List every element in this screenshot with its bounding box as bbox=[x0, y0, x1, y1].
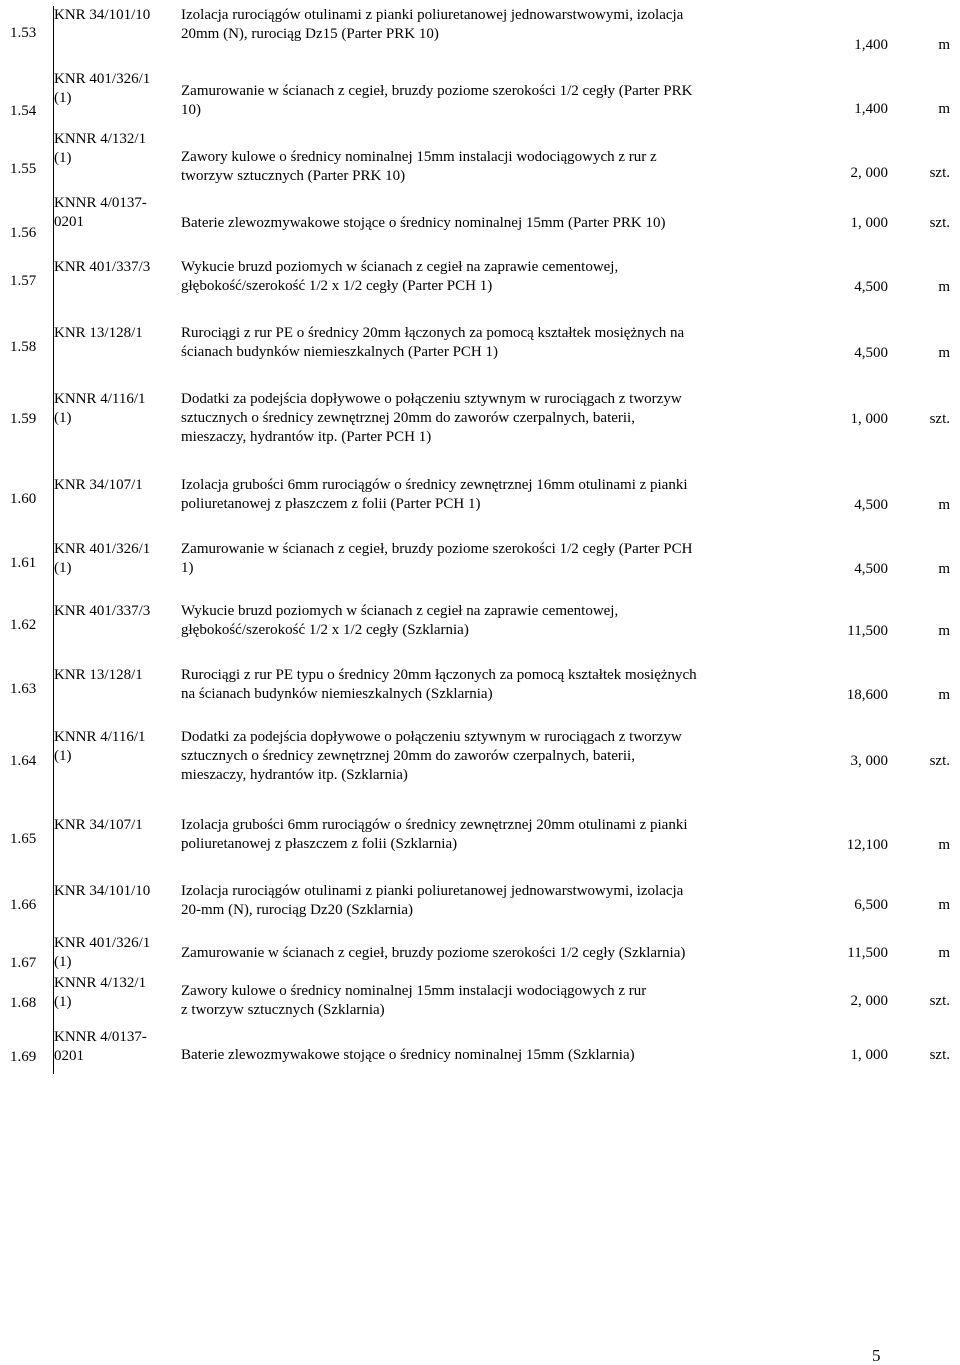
cost-estimate-table bbox=[4, 6, 952, 1074]
quantity: 4,500 bbox=[854, 279, 888, 295]
catalog-code-line: KNR 401/337/3 bbox=[54, 603, 151, 619]
unit: m bbox=[938, 837, 950, 853]
item-number-text: 1.58 bbox=[10, 339, 37, 355]
catalog-code bbox=[46, 728, 168, 816]
work-description-line: ścianach budynków niemieszkalnych (Parter PCH 1) bbox=[181, 344, 498, 360]
work-description bbox=[168, 882, 792, 934]
catalog-code-line: KNR 34/107/1 bbox=[54, 817, 143, 833]
quantity: 3, 000 bbox=[850, 753, 888, 769]
catalog-code bbox=[46, 974, 168, 1028]
table-row bbox=[4, 882, 952, 934]
work-description-line: 20mm (N), rurociąg Dz15 (Parter PRK 10) bbox=[181, 26, 439, 42]
work-description-line: Izolacja rurociągów otulinami z pianki poliuretanowej jednowarstwowymi, izolacja bbox=[181, 7, 684, 23]
work-description-line: Baterie zlewozmywakowe stojące o średnicy nominalnej 15mm (Szklarnia) bbox=[181, 1047, 635, 1063]
unit: m bbox=[938, 945, 950, 961]
table-row bbox=[4, 816, 952, 882]
quantity: 4,500 bbox=[854, 497, 888, 513]
catalog-code-line: KNR 401/326/1 bbox=[54, 541, 151, 557]
item-number-text: 1.56 bbox=[10, 225, 37, 241]
item-number-text: 1.62 bbox=[10, 617, 37, 633]
work-description-line: mieszaczy, hydrantów itp. (Parter PCH 1) bbox=[181, 429, 432, 445]
work-description-line: sztucznych o średnicy zewnętrznej 20mm do zaworów czerpalnych, baterii, bbox=[181, 410, 635, 426]
catalog-code-line: KNR 34/107/1 bbox=[54, 477, 143, 493]
catalog-code-line: KNR 34/101/10 bbox=[54, 7, 151, 23]
item-number bbox=[4, 974, 46, 1028]
work-description-line: Zawory kulowe o średnicy nominalnej 15mm instalacji wodociągowych z rur z bbox=[181, 149, 657, 165]
catalog-code-line: KNR 34/101/10 bbox=[54, 883, 151, 899]
work-description-line: Izolacja grubości 6mm rurociągów o średnicy zewnętrznej 16mm otulinami z pianki bbox=[181, 477, 688, 493]
catalog-code-line: KNR 13/128/1 bbox=[54, 325, 143, 341]
table-divider bbox=[53, 6, 54, 1074]
work-description-line: poliuretanowej z płaszczem z folii (Parter PCH 1) bbox=[181, 496, 481, 512]
work-description-line: głębokość/szerokość 1/2 x 1/2 cegły (Szklarnia) bbox=[181, 622, 469, 638]
catalog-code-line: KNR 401/326/1 bbox=[54, 71, 151, 87]
work-description-line: 20-mm (N), rurociąg Dz20 (Szklarnia) bbox=[181, 902, 414, 918]
item-number bbox=[4, 1028, 46, 1074]
work-description bbox=[168, 70, 792, 130]
work-description bbox=[168, 728, 792, 816]
catalog-code bbox=[46, 934, 168, 974]
catalog-code-line: KNR 401/326/1 bbox=[54, 935, 151, 951]
quantity: 1,400 bbox=[854, 101, 888, 117]
work-description bbox=[168, 130, 792, 194]
item-number-text: 1.64 bbox=[10, 753, 37, 769]
quantity: 6,500 bbox=[854, 897, 888, 913]
catalog-code-line: KNNR 4/116/1 bbox=[54, 391, 146, 407]
work-description-line: sztucznych o średnicy zewnętrznej 20mm do zaworów czerpalnych, baterii, bbox=[181, 748, 635, 764]
table-row bbox=[4, 476, 952, 540]
quantity: 2, 000 bbox=[850, 165, 888, 181]
catalog-code-line: (1) bbox=[54, 994, 72, 1010]
work-description-line: poliuretanowej z płaszczem z folii (Szklarnia) bbox=[181, 836, 458, 852]
table-row bbox=[4, 6, 952, 70]
item-number bbox=[4, 6, 46, 70]
unit: m bbox=[938, 279, 950, 295]
table-row bbox=[4, 540, 952, 602]
unit: m bbox=[938, 497, 950, 513]
work-description-line: Rurociągi z rur PE o średnicy 20mm łączonych za pomocą kształtek mosiężnych na bbox=[181, 325, 685, 341]
item-number bbox=[4, 130, 46, 194]
work-description-line: Zawory kulowe o średnicy nominalnej 15mm instalacji wodociągowych z rur bbox=[181, 983, 647, 999]
catalog-code-line: (1) bbox=[54, 150, 72, 166]
item-number-text: 1.68 bbox=[10, 995, 37, 1011]
work-description bbox=[168, 934, 792, 974]
work-description-line: Rurociągi z rur PE typu o średnicy 20mm łączonych za pomocą kształtek mosiężnych bbox=[181, 667, 697, 683]
table-row bbox=[4, 974, 952, 1028]
catalog-code bbox=[46, 258, 168, 324]
item-number bbox=[4, 476, 46, 540]
table-row bbox=[4, 1028, 952, 1074]
work-description-line: Baterie zlewozmywakowe stojące o średnicy nominalnej 15mm (Parter PRK 10) bbox=[181, 215, 666, 231]
catalog-code bbox=[46, 324, 168, 390]
catalog-code bbox=[46, 6, 168, 70]
page-number: 5 bbox=[872, 1346, 881, 1365]
unit: szt. bbox=[929, 753, 950, 769]
catalog-code bbox=[46, 816, 168, 882]
catalog-code bbox=[46, 476, 168, 540]
item-number-text: 1.67 bbox=[10, 955, 37, 971]
item-number-text: 1.60 bbox=[10, 491, 37, 507]
work-description-line: Wykucie bruzd poziomych w ścianach z cegieł na zaprawie cementowej, bbox=[181, 259, 619, 275]
work-description bbox=[168, 666, 792, 728]
work-description bbox=[168, 540, 792, 602]
work-description bbox=[168, 258, 792, 324]
table-row bbox=[4, 728, 952, 816]
table-row bbox=[4, 70, 952, 130]
work-description-line: Dodatki za podejścia dopływowe o połączeniu sztywnym w rurociągach z tworzyw bbox=[181, 729, 682, 745]
catalog-code bbox=[46, 130, 168, 194]
item-number-text: 1.63 bbox=[10, 681, 37, 697]
catalog-code bbox=[46, 70, 168, 130]
unit: szt. bbox=[929, 215, 950, 231]
work-description bbox=[168, 476, 792, 540]
work-description bbox=[168, 974, 792, 1028]
catalog-code bbox=[46, 194, 168, 258]
item-number-text: 1.66 bbox=[10, 897, 37, 913]
table-row bbox=[4, 666, 952, 728]
catalog-code bbox=[46, 666, 168, 728]
unit: szt. bbox=[929, 1047, 950, 1063]
item-number bbox=[4, 324, 46, 390]
quantity: 1,400 bbox=[854, 37, 888, 53]
quantity: 12,100 bbox=[846, 837, 888, 853]
item-number-text: 1.65 bbox=[10, 831, 37, 847]
item-number-text: 1.54 bbox=[10, 103, 37, 119]
table-row bbox=[4, 602, 952, 666]
catalog-code-line: KNNR 4/0137- bbox=[54, 1029, 147, 1045]
item-number bbox=[4, 390, 46, 476]
work-description bbox=[168, 6, 792, 70]
quantity: 11,500 bbox=[847, 945, 888, 961]
table-row bbox=[4, 324, 952, 390]
unit: m bbox=[938, 623, 950, 639]
item-number-text: 1.69 bbox=[10, 1049, 37, 1065]
item-number bbox=[4, 194, 46, 258]
work-description bbox=[168, 602, 792, 666]
table-row bbox=[4, 934, 952, 974]
catalog-code-line: (1) bbox=[54, 560, 72, 576]
item-number-text: 1.61 bbox=[10, 555, 37, 571]
unit: szt. bbox=[929, 993, 950, 1009]
unit: m bbox=[938, 37, 950, 53]
quantity: 1, 000 bbox=[850, 1047, 888, 1063]
unit: szt. bbox=[929, 411, 950, 427]
catalog-code-line: KNNR 4/116/1 bbox=[54, 729, 146, 745]
unit: m bbox=[938, 561, 950, 577]
item-number-text: 1.59 bbox=[10, 411, 37, 427]
catalog-code-line: (1) bbox=[54, 90, 72, 106]
work-description bbox=[168, 1028, 792, 1074]
catalog-code-line: (1) bbox=[54, 748, 72, 764]
catalog-code bbox=[46, 1028, 168, 1074]
quantity: 18,600 bbox=[846, 687, 888, 703]
table-row bbox=[4, 258, 952, 324]
table-row bbox=[4, 194, 952, 258]
item-number bbox=[4, 540, 46, 602]
quantity: 4,500 bbox=[854, 561, 888, 577]
work-description bbox=[168, 194, 792, 258]
work-description-line: mieszaczy, hydrantów itp. (Szklarnia) bbox=[181, 767, 408, 783]
catalog-code-line: KNR 401/337/3 bbox=[54, 259, 151, 275]
work-description bbox=[168, 390, 792, 476]
work-description-line: tworzyw sztucznych (Parter PRK 10) bbox=[181, 168, 406, 184]
work-description-line: Wykucie bruzd poziomych w ścianach z cegieł na zaprawie cementowej, bbox=[181, 603, 619, 619]
item-number bbox=[4, 934, 46, 974]
unit: m bbox=[938, 345, 950, 361]
catalog-code bbox=[46, 390, 168, 476]
quantity: 11,500 bbox=[847, 623, 888, 639]
work-description-line: Izolacja rurociągów otulinami z pianki poliuretanowej jednowarstwowymi, izolacja bbox=[181, 883, 684, 899]
catalog-code-line: (1) bbox=[54, 410, 72, 426]
unit: m bbox=[938, 897, 950, 913]
work-description-line: Zamurowanie w ścianach z cegieł, bruzdy poziome szerokości 1/2 cegły (Parter PRK bbox=[181, 83, 693, 99]
item-number bbox=[4, 258, 46, 324]
item-number bbox=[4, 728, 46, 816]
work-description-line: Dodatki za podejścia dopływowe o połączeniu sztywnym w rurociągach z tworzyw bbox=[181, 391, 682, 407]
catalog-code-line: (1) bbox=[54, 954, 72, 970]
table-row bbox=[4, 130, 952, 194]
unit: m bbox=[938, 101, 950, 117]
work-description-line: Zamurowanie w ścianach z cegieł, bruzdy poziome szerokości 1/2 cegły (Szklarnia) bbox=[181, 945, 686, 961]
item-number-text: 1.57 bbox=[10, 273, 37, 289]
work-description-line: 1) bbox=[181, 560, 194, 576]
catalog-code-line: 0201 bbox=[54, 214, 84, 230]
item-number bbox=[4, 666, 46, 728]
catalog-code-line: KNR 13/128/1 bbox=[54, 667, 143, 683]
item-number bbox=[4, 602, 46, 666]
work-description-line: Izolacja grubości 6mm rurociągów o średnicy zewnętrznej 20mm otulinami z pianki bbox=[181, 817, 688, 833]
quantity: 4,500 bbox=[854, 345, 888, 361]
item-number-text: 1.53 bbox=[10, 25, 37, 41]
work-description bbox=[168, 816, 792, 882]
work-description-line: głębokość/szerokość 1/2 x 1/2 cegły (Parter PCH 1) bbox=[181, 278, 493, 294]
catalog-code-line: KNNR 4/0137- bbox=[54, 195, 147, 211]
catalog-code-line: 0201 bbox=[54, 1048, 84, 1064]
catalog-code bbox=[46, 540, 168, 602]
work-description-line: na ścianach budynków niemieszkalnych (Szklarnia) bbox=[181, 686, 493, 702]
work-description bbox=[168, 324, 792, 390]
quantity: 1, 000 bbox=[850, 411, 888, 427]
catalog-code bbox=[46, 602, 168, 666]
quantity: 2, 000 bbox=[850, 993, 888, 1009]
catalog-code bbox=[46, 882, 168, 934]
catalog-code-line: KNNR 4/132/1 bbox=[54, 975, 147, 991]
work-description-line: 10) bbox=[181, 102, 201, 118]
item-number bbox=[4, 816, 46, 882]
work-description-line: Zamurowanie w ścianach z cegieł, bruzdy poziome szerokości 1/2 cegły (Parter PCH bbox=[181, 541, 693, 557]
catalog-code-line: KNNR 4/132/1 bbox=[54, 131, 147, 147]
table-row bbox=[4, 390, 952, 476]
unit: m bbox=[938, 687, 950, 703]
unit: szt. bbox=[929, 165, 950, 181]
item-number bbox=[4, 882, 46, 934]
quantity: 1, 000 bbox=[850, 215, 888, 231]
item-number-text: 1.55 bbox=[10, 161, 37, 177]
item-number bbox=[4, 70, 46, 130]
work-description-line: z tworzyw sztucznych (Szklarnia) bbox=[181, 1002, 385, 1018]
